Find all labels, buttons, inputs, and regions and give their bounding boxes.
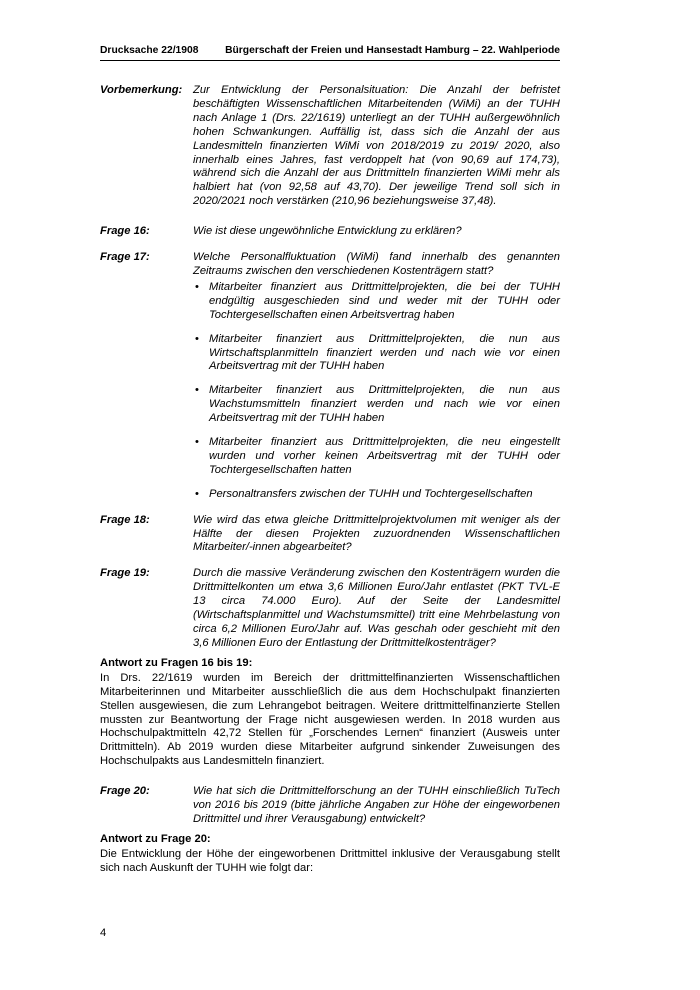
frage-16-text: Wie ist diese ungewöhnliche Entwicklung zu erklären? xyxy=(193,225,462,238)
frage-17-text: Welche Personalfluktuation (WiMi) fand innerhalb des genannten Zeitraums zwischen den verschiedenen Kostenträgern statt? xyxy=(193,251,560,277)
page-number: 4 xyxy=(100,927,107,939)
antwort-16-19-text: In Drs. 22/1619 wurden im Bereich der drittmittelfinanzierten Wissenschaftlichen Mitarbeiterinnen und Mitarbeiter ausschließlich die aus dem Hochschulpakt finanzierten Stellen ausgewiesen, die zum Lehrangebot beitragen. Weitere drittmittelfinanzierte Stellen mussten zur Beantwortung der Frage nicht ausgewiesen werden. In 2018 wurden aus Hochschulpaktmitteln 42,72 Stellen für „Forschendes Lernen“ finanziert (Ausweis unter Drittmitteln). Ab 2019 wurden diese Mitarbeiter aufgrund sinkender Zuweisungen des Hochschulpakts aus Landesmitteln finanziert. xyxy=(100,671,560,768)
list-item: • Mitarbeiter finanziert aus Drittmittelprojekten, die neu eingestellt wurden und vorher keinen Arbeitsvertrag mit der TUHH oder Tochtergesellschaften hatten xyxy=(195,436,560,476)
frage-19-block xyxy=(100,567,560,650)
antwort-16-19-heading: Antwort zu Fragen 16 bis 19: xyxy=(100,656,253,669)
header-parliament: Bürgerschaft der Freien und Hansestadt Hamburg – 22. Wahlperiode xyxy=(225,45,560,56)
list-item: • Mitarbeiter finanziert aus Drittmittelprojekten, die nun aus Wachstumsmitteln finanziert werden und nach wie vor einen Arbeitsvertrag mit der TUHH haben xyxy=(195,384,560,425)
vorbemerkung-block xyxy=(100,84,560,209)
frage-19-text: Durch die massive Veränderung zwischen den Kostenträgern wurden die Drittmittelkonten um etwa 3,6 Millionen Euro/Jahr entlastet (PKT TVL-E 13 circa 74.000 Euro). Auf der Seite der Landesmittel (Wirtschaftsplanmittel und Wachstumsmittel) tritt eine Mehrbelastung von circa 6,2 Millionen Euro/Jahr auf. Was geschah oder geschieht mit den 3,6 Millionen Euro der Entlastung der Drittmittelkostenträger? xyxy=(193,567,560,649)
frage-16-block xyxy=(100,225,560,239)
frage-20-text: Wie hat sich die Drittmittelforschung an der TUHH einschließlich TuTech von 2016 bis 2019 (bitte jährliche Angaben zur Höhe der eingeworbenen Drittmittel und ihrer Verausgabung) entwickelt? xyxy=(193,785,560,825)
frage-17-label: Frage 17: xyxy=(100,251,150,264)
document-body xyxy=(100,84,560,876)
frage-18-block xyxy=(100,514,560,556)
frage-20-block xyxy=(100,785,560,827)
bullet-icon: • xyxy=(195,332,199,345)
frage-18-text: Wie wird das etwa gleiche Drittmittelprojektvolumen mit weniger als der Hälfte der diesen Projekten zuzuordnenden Wissenschaftlichen Mitarbeiter/-innen abgearbeitet? xyxy=(193,513,560,554)
frage-17-block xyxy=(100,251,560,502)
list-item: • Personaltransfers zwischen der TUHH und Tochtergesellschaften xyxy=(195,487,533,500)
bullet-icon: • xyxy=(195,487,199,500)
frage-20-label: Frage 20: xyxy=(100,785,150,798)
page-header xyxy=(100,44,560,61)
frage-16-label: Frage 16: xyxy=(100,225,150,238)
frage-17-bullet-list xyxy=(193,281,560,502)
vorbemerkung-text: Zur Entwicklung der Personalsituation: Die Anzahl der befristet beschäftigten Wissenschaftlichen Mitarbeitenden (WiMi) an der TUHH nach Anlage 1 (Drs. 22/1619) unterliegt an der TUHH außergewöhnlich hohen Schwankungen. Auffällig ist, dass sich die Anzahl der aus Landesmitteln finanzierten WiMi von 2018/2019 zu 2019/ 2020, also innerhalb eines Jahres, fast verdoppelt hat (von 90,69 auf 174,73), während sich die Anzahl der aus Drittmitteln finanzierten WiMi mehr als halbiert hat (von 92,58 auf 43,70). Der jeweilige Trend soll sich in 2020/2021 noch verstärken (210,96 beziehungsweise 37,48). xyxy=(193,84,560,208)
list-item: • Mitarbeiter finanziert aus Drittmittelprojekten, die nun aus Wirtschaftsplanmitteln finanziert werden und nach wie vor einen Arbeitsvertrag mit der TUHH haben xyxy=(195,332,560,373)
bullet-icon: • xyxy=(195,384,199,397)
vorbemerkung-label: Vorbemerkung: xyxy=(100,84,183,96)
antwort-20-heading: Antwort zu Frage 20: xyxy=(100,832,211,845)
bullet-icon: • xyxy=(195,280,199,293)
frage-19-label: Frage 19: xyxy=(100,567,150,580)
antwort-20-text: Die Entwicklung der Höhe der eingeworbenen Drittmittel inklusive der Verausgabung stellt sich nach Auskunft der TUHH wie folgt dar: xyxy=(100,847,560,874)
list-item: • Mitarbeiter finanziert aus Drittmittelprojekten, die bei der TUHH endgültig ausgeschieden sind und weder mit der TUHH oder Tochtergesellschaften einen Arbeitsvertrag haben xyxy=(195,280,560,321)
frage-18-label: Frage 18: xyxy=(100,513,150,526)
header-drucksache: Drucksache 22/1908 xyxy=(100,45,199,56)
bullet-icon: • xyxy=(195,436,199,449)
